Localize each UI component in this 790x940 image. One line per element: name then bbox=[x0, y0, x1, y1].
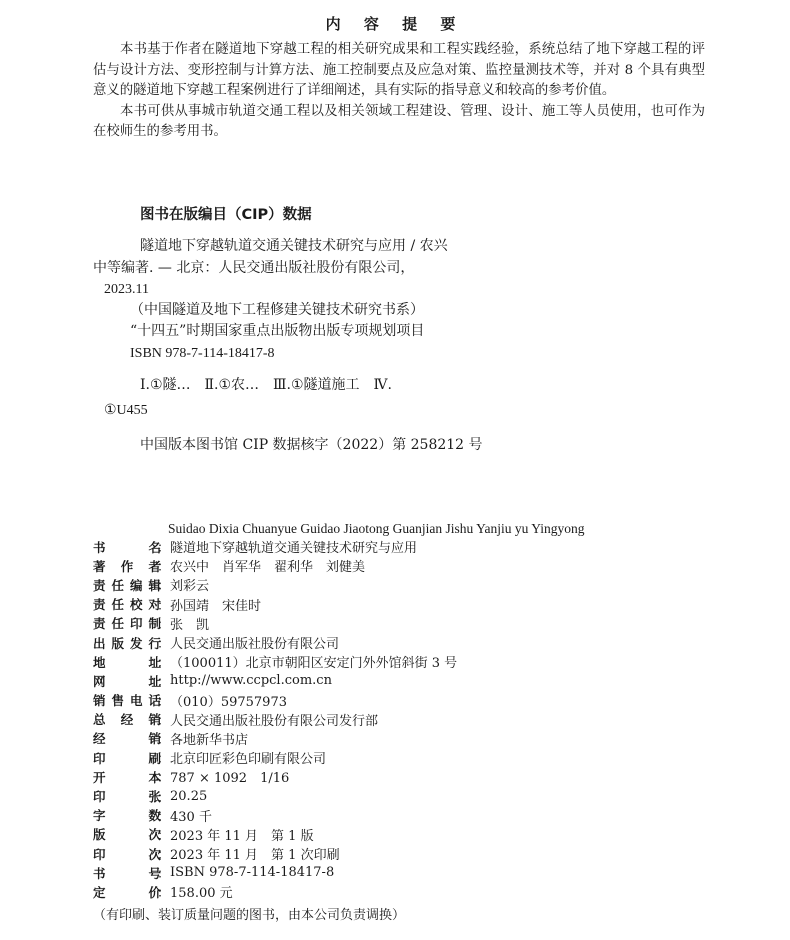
info-value: 20.25 bbox=[170, 788, 208, 804]
info-colon: ： bbox=[157, 713, 171, 729]
info-value: 2023 年 11 月 第 1 次印刷 bbox=[170, 848, 340, 864]
info-value: （010）59757973 bbox=[170, 694, 287, 710]
info-row bbox=[93, 671, 733, 690]
summary-text bbox=[93, 40, 705, 143]
summary-paragraph: 本书可供从事城市轨道交通工程以及相关领域工程建设、管理、设计、施工等人员使用，也可作为在校师生的参考用书。 bbox=[93, 103, 705, 139]
info-value: 北京印匠彩色印刷有限公司 bbox=[170, 752, 327, 768]
info-row bbox=[93, 537, 733, 556]
info-colon: ： bbox=[157, 886, 171, 902]
info-row bbox=[93, 825, 733, 844]
info-colon: ： bbox=[157, 848, 171, 864]
info-label: 印 刷 bbox=[93, 750, 161, 766]
info-label: 印 张 bbox=[93, 789, 161, 805]
info-colon: ： bbox=[157, 541, 171, 557]
cip-series: （中国隧道及地下工程修建关键技术研究书系） bbox=[130, 302, 424, 318]
info-label: 责 任 校 对 bbox=[93, 597, 161, 613]
info-row bbox=[93, 652, 733, 671]
info-colon: ： bbox=[157, 752, 171, 768]
quality-notice: （有印刷、装订质量问题的图书，由本公司负责调换） bbox=[93, 908, 406, 923]
info-colon: ： bbox=[157, 790, 171, 806]
info-label: 版 次 bbox=[93, 827, 161, 843]
cip-project: “十四五”时期国家重点出版物出版专项规划项目 bbox=[130, 323, 425, 339]
info-colon: ： bbox=[157, 598, 171, 614]
info-colon: ： bbox=[157, 867, 171, 883]
info-label: 书 号 bbox=[93, 865, 161, 881]
info-label: 定 价 bbox=[93, 884, 161, 900]
info-row bbox=[93, 806, 733, 825]
info-row bbox=[93, 595, 733, 614]
info-colon: ： bbox=[157, 617, 171, 633]
info-row bbox=[93, 710, 733, 729]
publication-info-list bbox=[93, 537, 733, 902]
cip-authors-publisher: 中等编著. — 北京：人民交通出版社股份有限公司， bbox=[93, 260, 415, 276]
info-label: 出 版 发 行 bbox=[93, 635, 161, 651]
info-row bbox=[93, 844, 733, 863]
info-value: 158.00 元 bbox=[170, 886, 233, 902]
info-row bbox=[93, 556, 733, 575]
info-colon: ： bbox=[157, 732, 171, 748]
info-value: 刘彩云 bbox=[170, 579, 210, 595]
info-value: 农兴中 肖军华 翟利华 刘健美 bbox=[170, 560, 366, 576]
info-colon: ： bbox=[157, 694, 171, 710]
info-value: 张 凯 bbox=[170, 617, 210, 633]
info-label: 开 本 bbox=[93, 769, 161, 785]
info-label: 书 名 bbox=[93, 539, 161, 555]
info-colon: ： bbox=[157, 675, 171, 691]
info-colon: ： bbox=[157, 771, 171, 787]
info-row bbox=[93, 863, 733, 882]
info-label: 著 作 者 bbox=[93, 558, 161, 574]
info-label: 总 经 销 bbox=[93, 712, 161, 728]
info-value: ISBN 978-7-114-18417-8 bbox=[170, 865, 335, 881]
info-value: 人民交通出版社股份有限公司 bbox=[170, 637, 340, 653]
info-value: 人民交通出版社股份有限公司发行部 bbox=[170, 713, 379, 729]
info-colon: ： bbox=[157, 637, 171, 653]
info-label: 字 数 bbox=[93, 808, 161, 824]
cip-title: 图书在版编目（CIP）数据 bbox=[140, 207, 312, 223]
summary-heading: 内 容 提 要 bbox=[325, 15, 465, 33]
info-row bbox=[93, 882, 733, 901]
cip-classification: ①U455 bbox=[104, 403, 148, 418]
info-label: 地 址 bbox=[93, 654, 161, 670]
info-value: 2023 年 11 月 第 1 版 bbox=[170, 828, 314, 844]
info-label: 网 址 bbox=[93, 673, 161, 689]
info-value: 430 千 bbox=[170, 809, 212, 825]
info-colon: ： bbox=[157, 828, 171, 844]
info-value: 787 × 1092 1/16 bbox=[170, 771, 290, 787]
info-label: 责 任 印 制 bbox=[93, 616, 161, 632]
info-value: 各地新华书店 bbox=[170, 732, 249, 748]
cip-isbn: ISBN 978-7-114-18417-8 bbox=[130, 346, 275, 361]
info-colon: ： bbox=[157, 656, 171, 672]
info-label: 经 销 bbox=[93, 731, 161, 747]
cip-book-title: 隧道地下穿越轨道交通关键技术研究与应用 / 农兴 bbox=[140, 238, 448, 254]
info-colon: ： bbox=[157, 809, 171, 825]
info-row bbox=[93, 575, 733, 594]
cip-record-number: 中国版本图书馆 CIP 数据核字（2022）第 258212 号 bbox=[140, 437, 483, 453]
info-value: 隧道地下穿越轨道交通关键技术研究与应用 bbox=[170, 541, 418, 557]
cip-date: 2023.11 bbox=[104, 282, 149, 297]
info-colon: ： bbox=[157, 560, 171, 576]
info-row bbox=[93, 633, 733, 652]
pinyin-title: Suidao Dixia Chuanyue Guidao Jiaotong Guanjian Jishu Yanjiu yu Yingyong bbox=[168, 521, 585, 536]
info-row bbox=[93, 767, 733, 786]
cip-subject-headings: Ⅰ.①隧… Ⅱ.①农… Ⅲ.①隧道施工 Ⅳ. bbox=[140, 377, 392, 393]
info-colon: ： bbox=[157, 579, 171, 595]
info-row bbox=[93, 729, 733, 748]
summary-paragraph: 本书基于作者在隧道地下穿越工程的相关研究成果和工程实践经验，系统总结了地下穿越工程的评估与设计方法、变形控制与计算方法、施工控制要点及应急对策、监控量测技术等，并对 8 个具有典型意义的隧道地下穿越工程案例进行了详细阐述，具有实际的指导意义和较高的参考价值。 bbox=[93, 42, 705, 98]
info-value: （100011）北京市朝阳区安定门外外馆斜街 3 号 bbox=[170, 656, 458, 672]
info-value: http://www.ccpcl.com.cn bbox=[170, 673, 332, 689]
info-label: 责 任 编 辑 bbox=[93, 577, 161, 593]
info-row bbox=[93, 786, 733, 805]
info-value: 孙国靖 宋佳时 bbox=[170, 598, 262, 614]
info-label: 印 次 bbox=[93, 846, 161, 862]
info-row bbox=[93, 691, 733, 710]
info-row bbox=[93, 614, 733, 633]
info-row bbox=[93, 748, 733, 767]
info-label: 销 售 电 话 bbox=[93, 693, 161, 709]
